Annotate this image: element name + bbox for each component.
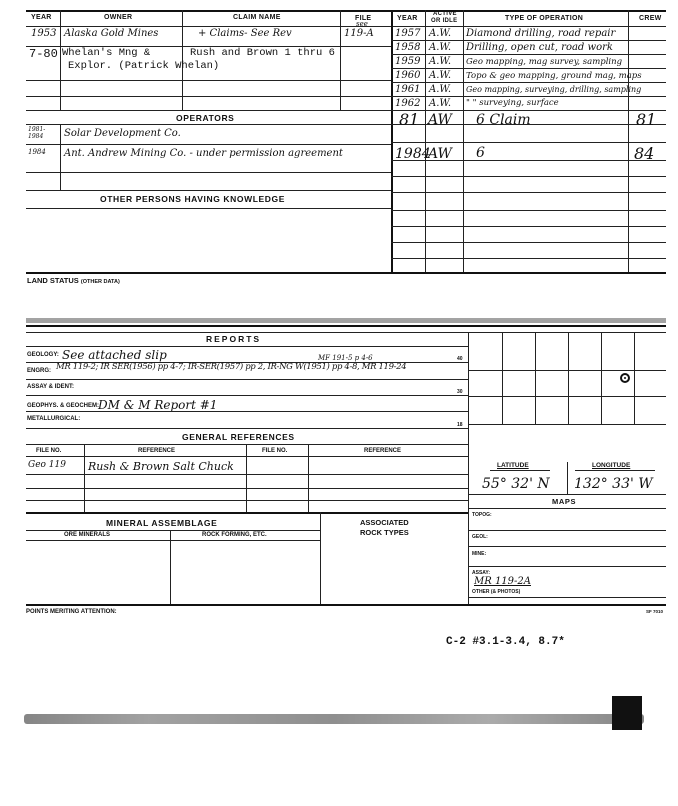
associated-label: ASSOCIATED — [360, 518, 409, 527]
engrg-value: MR 119-2; IR SER(1956) pp 4-7; IR-SER(1957) pp 2, IR-NG W(1951) pp 4-8, MR 119-24 — [56, 362, 407, 372]
header-claim-name: CLAIM NAME — [233, 14, 281, 21]
operation-status: A.W. — [429, 98, 452, 109]
latitude-label: LATITUDE — [497, 462, 529, 469]
operation-year: 1957 — [395, 28, 421, 39]
header-crew: CREW — [639, 15, 662, 22]
scan-noise-band — [24, 714, 644, 724]
operator-year-2: 1984 — [28, 148, 46, 156]
operation-type: Geo mapping, surveying, drilling, sampling — [466, 85, 642, 94]
land-status-label: LAND STATUS (OTHER DATA) — [27, 276, 120, 285]
scan-noise-block — [612, 696, 642, 730]
reference-text: Rush & Brown Salt Chuck — [88, 460, 234, 473]
footer-code: C-2 #3.1-3.4, 8.7* — [446, 636, 565, 648]
assay-map-label: ASSAY: — [472, 570, 491, 576]
header-year-2: YEAR — [397, 15, 418, 22]
topog-label: TOPOG: — [472, 512, 492, 518]
reference-label-2: REFERENCE — [364, 448, 402, 454]
operation-type: Drilling, open cut, road work — [466, 42, 613, 53]
geol-label: GEOL: — [472, 534, 488, 540]
scan-noise-bar — [26, 318, 666, 323]
operation-year: 81 — [399, 110, 420, 129]
operation-year: 1962 — [395, 98, 421, 109]
geology-value: See attached slip — [62, 348, 167, 362]
claim-name-1: + Claims- See Rev — [198, 28, 292, 39]
header-or-idle: OR IDLE — [431, 18, 458, 24]
operation-type: 6 Claim — [476, 112, 531, 128]
operation-year: 1958 — [395, 42, 421, 53]
file-1: 119-A — [344, 28, 374, 39]
header-file: FILE — [355, 15, 372, 22]
operation-status: A.W. — [429, 28, 452, 39]
longitude-label: LONGITUDE — [592, 462, 631, 469]
engrg-label: ENGRG: — [27, 368, 51, 374]
operation-status: AW — [428, 146, 452, 162]
reports-label: REPORTS — [206, 334, 262, 344]
claim-name-2: Rush and Brown 1 thru 6 — [190, 47, 335, 59]
owner-name-1: Alaska Gold Mines — [64, 28, 159, 39]
header-owner: OWNER — [104, 14, 133, 21]
line-number: 40 — [457, 356, 463, 362]
operation-crew: 81 — [636, 110, 657, 129]
general-references-label: GENERAL REFERENCES — [182, 432, 295, 442]
mineral-assemblage-label: MINERAL ASSEMBLAGE — [106, 518, 218, 528]
mine-label: MINE: — [472, 551, 487, 557]
owner-name-2: Whelan's Mng & — [62, 47, 151, 59]
operation-type: Diamond drilling, road repair — [466, 28, 616, 39]
header-year: YEAR — [31, 14, 52, 21]
owner-year-1: 1953 — [31, 28, 57, 39]
operator-year-1: 1981-1984 — [28, 126, 46, 140]
geophys-label: GEOPHYS. & GEOCHEM: — [27, 403, 100, 409]
header-type-of-operation: TYPE OF OPERATION — [505, 15, 584, 22]
metallurgical-label: METALLURGICAL: — [27, 416, 81, 422]
longitude-value: 132° 33' W — [574, 476, 653, 492]
operation-status: A.W. — [429, 70, 452, 81]
operator-name-1: Solar Development Co. — [64, 128, 181, 139]
operation-status: AW — [428, 112, 452, 128]
header-active: ACTIVE — [433, 11, 457, 17]
file-no-label-2: FILE NO. — [262, 448, 288, 454]
operation-status: A.W. — [429, 56, 452, 67]
maps-label: MAPS — [552, 497, 577, 506]
owner-year-2: 7-80 — [29, 47, 58, 61]
operation-year: 1961 — [395, 84, 421, 95]
latitude-value: 55° 32' N — [482, 476, 550, 492]
operators-label: OPERATORS — [176, 113, 235, 123]
operation-year: 1960 — [395, 70, 421, 81]
operation-type: 6 — [476, 145, 485, 161]
operation-crew: 84 — [634, 144, 655, 163]
assay-map-value: MR 119-2A — [474, 576, 531, 587]
operation-type: Geo mapping, mag survey, sampling — [466, 57, 623, 67]
geology-label: GEOLOGY: — [27, 352, 59, 358]
operation-year: 1959 — [395, 56, 421, 67]
other-photos-label: OTHER (& PHOTOS) — [472, 589, 521, 595]
other-persons-label: OTHER PERSONS HAVING KNOWLEDGE — [100, 194, 286, 204]
owner-name-3: Explor. (Patrick Whelan) — [68, 60, 220, 72]
assay-label: ASSAY & IDENT: — [27, 384, 75, 390]
operation-type: " " surveying, surface — [466, 98, 559, 108]
reference-label-1: REFERENCE — [138, 448, 176, 454]
line-number: 18 — [457, 422, 463, 428]
rock-forming-label: ROCK FORMING, ETC. — [202, 532, 267, 538]
map-marker-icon — [620, 373, 630, 383]
points-meriting-attention-label: POINTS MERITING ATTENTION: — [26, 609, 117, 615]
engrg-extra: MF 191-5 p 4-6 — [318, 354, 373, 362]
operation-status: A.W. — [429, 42, 452, 53]
line-number: 30 — [457, 389, 463, 395]
file-note: see — [356, 20, 368, 28]
operation-status: A.W. — [429, 84, 452, 95]
file-no-label-1: FILE NO. — [36, 448, 62, 454]
form-number: SF 7010 — [646, 609, 664, 614]
rock-types-label: ROCK TYPES — [360, 528, 409, 537]
ore-minerals-label: ORE MINERALS — [64, 532, 111, 538]
operation-year: 1984 — [395, 146, 431, 162]
geophys-value: DM & M Report #1 — [98, 398, 218, 412]
reference-file-no: Geo 119 — [28, 460, 66, 470]
operation-type: Topo & geo mapping, ground mag, maps — [466, 71, 642, 81]
operator-name-2: Ant. Andrew Mining Co. - under permission agreement — [64, 148, 343, 159]
